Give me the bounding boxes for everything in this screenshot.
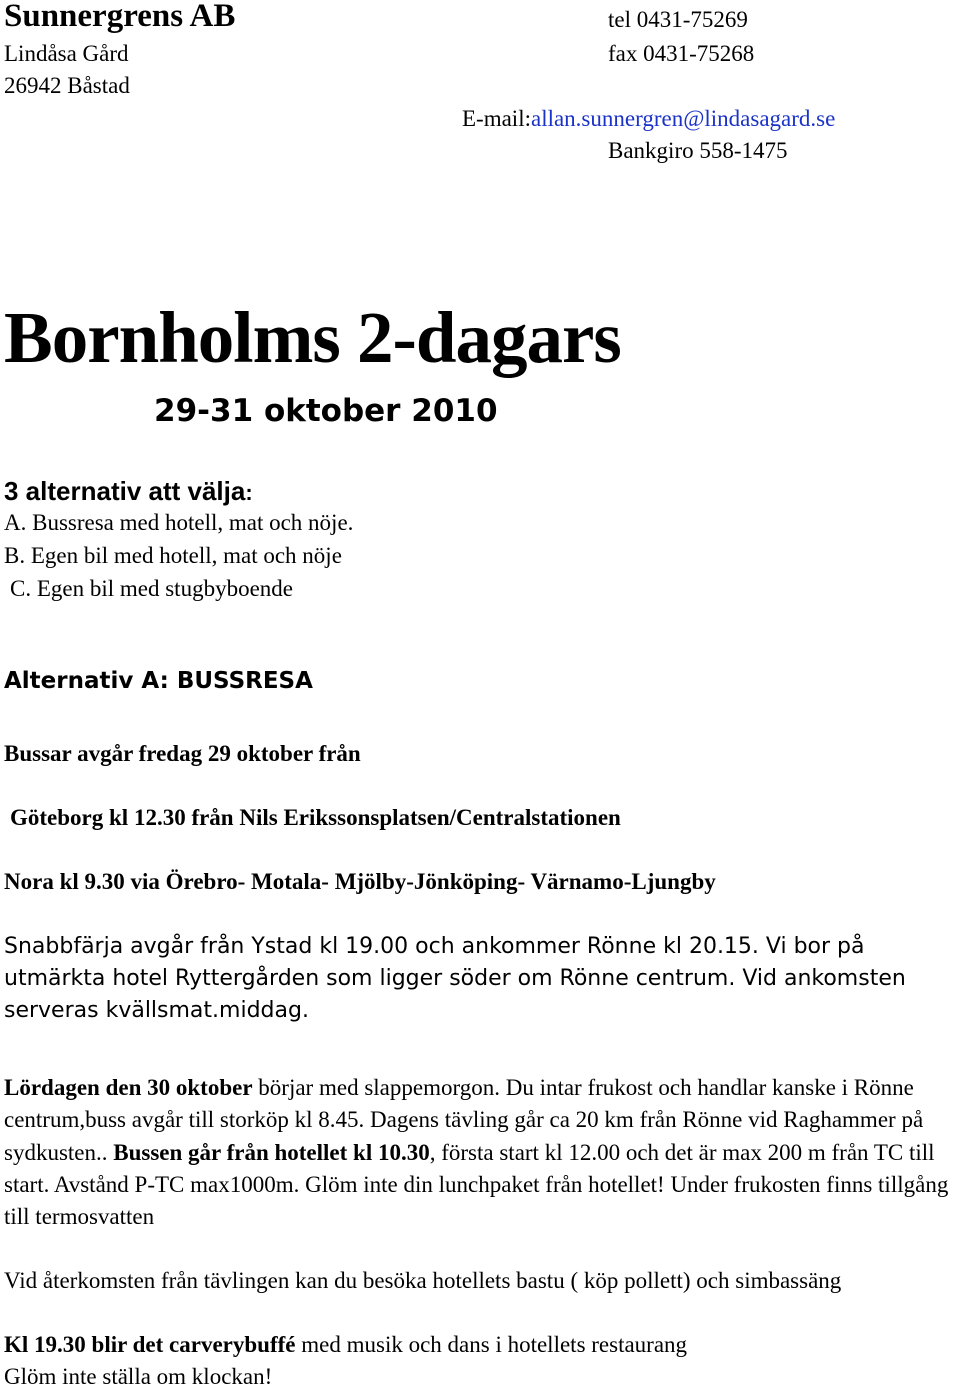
- departure-nora: Nora kl 9.30 via Örebro- Motala- Mjölby-Jönköping- Värnamo-Ljungby: [4, 869, 716, 894]
- section-heading-alternative-a: Alternativ A: BUSSRESA: [4, 668, 313, 694]
- fax-number: fax 0431-75268: [608, 41, 755, 66]
- email-label: E-mail:: [462, 106, 531, 131]
- bankgiro-number: Bankgiro 558-1475: [608, 138, 788, 163]
- departure-intro: Bussar avgår fredag 29 oktober från: [4, 741, 361, 766]
- bus-departure-time: Bussen går från hotellet kl 10.30: [113, 1139, 430, 1165]
- saturday-paragraph: [4, 1072, 960, 1233]
- company-name: Sunnergrens AB: [4, 0, 236, 34]
- address-line-2: 26942 Båstad: [4, 73, 130, 98]
- clock-reminder: Glöm inte ställa om klockan!: [4, 1364, 273, 1389]
- email-line: [462, 106, 835, 132]
- email-link[interactable]: allan.sunnergren@lindasagard.se: [530, 106, 836, 131]
- saturday-date: Lördagen den 30 oktober: [4, 1075, 253, 1100]
- ferry-paragraph: Snabbfärja avgår från Ystad kl 19.00 och ankommer Rönne kl 20.15. Vi bor på utmärkta hotel Ryttergården som ligger söder om Rönne centrum. Vid ankomsten serveras kvällsmat.middag.: [4, 934, 906, 1023]
- buffet-text: med musik och dans i hotellets restaurang: [295, 1332, 688, 1357]
- buffet-time: Kl 19.30 blir det carverybuffé: [4, 1332, 296, 1357]
- alternatives-heading: [4, 476, 253, 507]
- alternative-item-b: B. Egen bil med hotell, mat och nöje: [4, 543, 342, 568]
- alternatives-heading-colon: :: [245, 480, 253, 505]
- return-paragraph: Vid återkomsten från tävlingen kan du besöka hotellets bastu ( köp pollett) och simbassäng: [4, 1268, 842, 1293]
- event-dates: 29-31 oktober 2010: [154, 393, 498, 429]
- saturday-text-1: börjar med slappemorgon. Du intar frukost och handlar kanske i Rönne centrum,buss avgår till storköp kl 8.45. Dagens tävling går ca 20 km från Rönne vid Raghammer på sydkusten..: [4, 1075, 924, 1165]
- address-line-1: Lindåsa Gård: [4, 41, 129, 66]
- saturday-text-2: , första start kl 12.00 och det är max 200 m från TC till start. Avstånd P-TC max1000m. Glöm inte din lunchpaket från hotellet! Under frukosten finns tillgång till termosvatten: [4, 1139, 949, 1230]
- buffet-line: [4, 1329, 960, 1361]
- departure-goteborg: Göteborg kl 12.30 från Nils Erikssonsplatsen/Centralstationen: [10, 805, 621, 830]
- alternative-item-c: C. Egen bil med stugbyboende: [10, 576, 293, 601]
- alternatives-heading-text: 3 alternativ att välja: [4, 476, 246, 506]
- alternative-item-a: A. Bussresa med hotell, mat och nöje.: [4, 510, 354, 535]
- page-title: Bornholms 2-dagars: [4, 297, 621, 378]
- phone-number: tel 0431-75269: [608, 7, 748, 32]
